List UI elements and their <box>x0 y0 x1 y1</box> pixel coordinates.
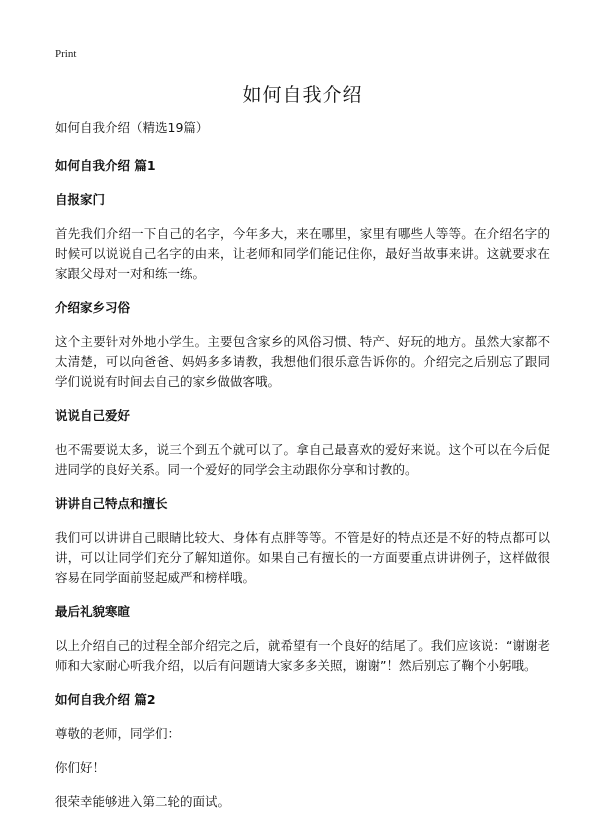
page-title: 如何自我介绍 <box>242 84 363 106</box>
paragraph: 很荣幸能够进入第二轮的面试。 <box>55 794 231 809</box>
print-label: Print <box>55 48 77 60</box>
section-paragraph: 这个主要针对外地小学生。主要包含家乡的风俗习惯、特产、好玩的地方。虽然大家都不太清楚，可以向爸爸、妈妈多多请教，我想他们很乐意告诉你的。介绍完之后别忘了跟同学们说说有时间去自己的家乡做做客哦。 <box>55 334 550 389</box>
article-heading: 如何自我介绍 篇2 <box>55 692 156 707</box>
section-paragraph: 首先我们介绍一下自己的名字，今年多大，来在哪里，家里有哪些人等等。在介绍名字的时候可以说说自己名字的由来，让老师和同学们能记住你，最好当故事来讲。这就要求在家跟父母对一对和练一练。 <box>55 226 550 281</box>
section-paragraph: 也不需要说太多，说三个到五个就可以了。拿自己最喜欢的爱好来说。这个可以在今后促进同学的良好关系。同一个爱好的同学会主动跟你分享和讨教的。 <box>55 442 550 477</box>
paragraph: 你们好！ <box>55 760 106 775</box>
paragraph: 尊敬的老师，同学们： <box>55 726 181 741</box>
section-paragraph: 我们可以讲讲自己眼睛比较大、身体有点胖等等。不管是好的特点还是不好的特点都可以讲，可以让同学们充分了解知道你。如果自己有擅长的一方面要重点讲讲例子，这样做很容易在同学面前竖起威严和榜样哦。 <box>55 530 550 585</box>
section-heading: 介绍家乡习俗 <box>55 300 131 315</box>
section-heading: 说说自己爱好 <box>55 408 131 423</box>
document-body <box>55 118 550 826</box>
document-subtitle: 如何自我介绍（精选19篇） <box>55 120 209 135</box>
section-heading: 最后礼貌寒暄 <box>55 604 131 619</box>
section-paragraph: 以上介绍自己的过程全部介绍完之后，就希望有一个良好的结尾了。我们应该说：“谢谢老师和大家耐心听我介绍，以后有问题请大家多多关照，谢谢”！然后别忘了鞠个小躬哦。 <box>55 638 550 673</box>
section-heading: 自报家门 <box>55 192 106 207</box>
section-heading: 讲讲自己特点和擅长 <box>55 496 168 511</box>
article-heading: 如何自我介绍 篇1 <box>55 158 156 173</box>
